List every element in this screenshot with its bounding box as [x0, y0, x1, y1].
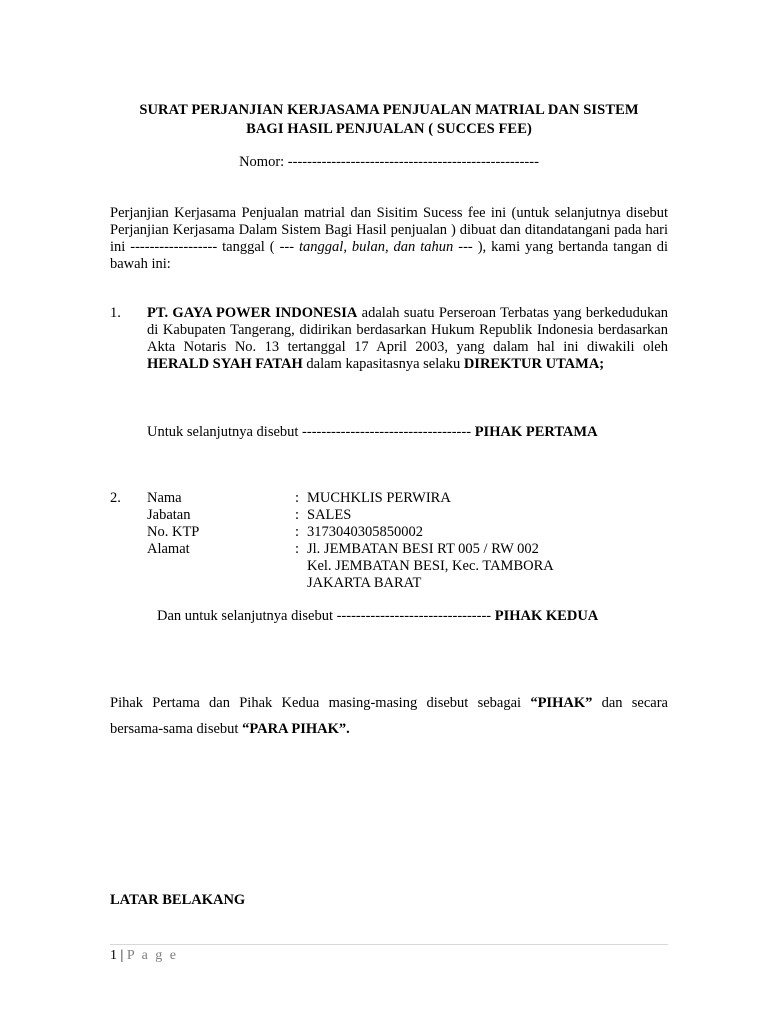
document-number: Nomor: ----------------------------------------------------	[239, 154, 539, 170]
party-1-representative: HERALD SYAH FATAH	[147, 356, 303, 372]
page-number: 1	[110, 948, 117, 963]
party-1-description	[147, 305, 668, 373]
detail-key: Alamat	[147, 541, 190, 557]
detail-key: Nama	[147, 490, 182, 506]
address-line-3: JAKARTA BARAT	[307, 575, 422, 591]
detail-colon: :	[295, 490, 300, 506]
detail-value: Jl. JEMBATAN BESI RT 005 / RW 002	[307, 541, 539, 557]
detail-row-jabatan	[147, 507, 554, 524]
intro-paragraph	[110, 205, 668, 273]
party-2-reference	[157, 608, 668, 625]
party-1-text-1: adalah suatu Perseroan Terbatas yang berkedudukan di Kabupaten Tangerang, didirikan berdasarkan Hukum Republik Indonesia berdasarkan Akta Notaris No. 13 tertanggal 17 April 2003, yang dalam hal ini diwakili oleh	[147, 305, 668, 355]
detail-row-alamat	[147, 541, 554, 558]
title-line-1: SURAT PERJANJIAN KERJASAMA PENJUALAN MATRIAL DAN SISTEM	[139, 102, 639, 118]
party-1-text-2: dalam kapasitasnya selaku	[302, 356, 464, 372]
detail-row-nama	[147, 490, 554, 507]
closing-term-para-pihak: “PARA PIHAK”.	[242, 721, 350, 737]
title-line-2: BAGI HASIL PENJUALAN ( SUCCES FEE)	[246, 121, 532, 137]
closing-term-pihak: “PIHAK”	[530, 695, 593, 711]
party-1-ref-label: PIHAK PERTAMA	[474, 424, 598, 440]
detail-colon: :	[295, 507, 300, 523]
detail-colon: :	[295, 524, 300, 540]
section-heading: LATAR BELAKANG	[110, 892, 246, 908]
closing-paragraph	[110, 690, 668, 742]
detail-row-alamat-3	[147, 575, 554, 592]
party-2-details	[147, 490, 554, 592]
intro-date-placeholder: tanggal, bulan, dan tahun	[299, 239, 454, 255]
detail-row-ktp	[147, 524, 554, 541]
detail-colon: :	[295, 541, 300, 557]
page-footer	[110, 948, 178, 964]
intro-text-2: --- ), kami yang bertanda tangan di bawah ini:	[110, 239, 668, 272]
address-line-2: Kel. JEMBATAN BESI, Kec. TAMBORA	[307, 558, 554, 574]
footer-separator: |	[117, 948, 127, 963]
detail-row-alamat-2	[147, 558, 554, 575]
party-1-number: 1.	[110, 305, 121, 321]
page-label: P a g e	[126, 948, 179, 963]
party-2-ref-label: PIHAK KEDUA	[494, 608, 599, 624]
closing-text-2: dan secara bersama-sama disebut	[110, 695, 668, 737]
detail-key: Jabatan	[147, 507, 191, 523]
detail-key: No. KTP	[147, 524, 200, 540]
intro-text-1: Perjanjian Kerjasama Penjualan matrial dan Sisitim Sucess fee ini (untuk selanjutnya disebut Perjanjian Kerjasama Dalam Sistem Bagi Hasil penjualan ) dibuat dan ditandatangani pada hari ini ------------------ tanggal ( ---	[110, 205, 668, 255]
party-2-number: 2.	[110, 490, 121, 506]
party-1-ref-text: Untuk selanjutnya disebut -----------------------------------	[147, 424, 475, 440]
detail-value: MUCHKLIS PERWIRA	[307, 490, 451, 506]
document-title	[110, 101, 668, 139]
party-1-company: PT. GAYA POWER INDONESIA	[147, 305, 358, 321]
party-2-ref-text: Dan untuk selanjutnya disebut --------------------------------	[157, 608, 495, 624]
party-1-position: DIREKTUR UTAMA;	[463, 356, 605, 372]
party-1-reference	[147, 424, 668, 441]
closing-text-1: Pihak Pertama dan Pihak Kedua masing-masing disebut sebagai	[110, 695, 531, 711]
detail-value: 3173040305850002	[307, 524, 423, 540]
detail-value: SALES	[307, 507, 352, 523]
footer-divider	[110, 944, 668, 945]
